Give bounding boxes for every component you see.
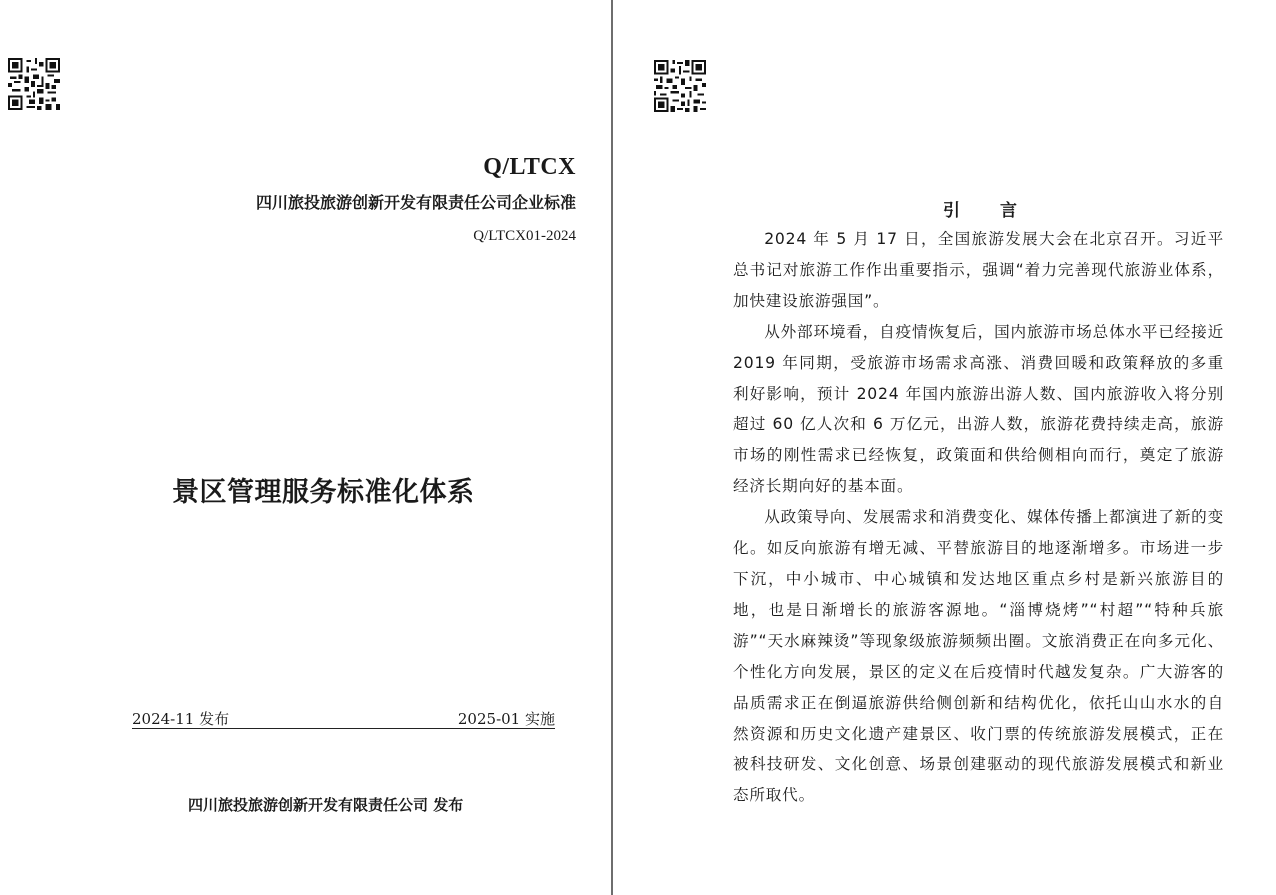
standard-code: Q/LTCX (483, 154, 576, 180)
right-page (613, 0, 1276, 895)
qr-code-icon (8, 58, 60, 110)
date-line (132, 708, 555, 729)
paragraph: 2024 年 5 月 17 日，全国旅游发展大会在北京召开。习近平总书记对旅游工作作出重要指示，强调“着力完善现代旅游业体系，加快建设旅游强国”。 (733, 230, 1224, 310)
document-title: 景区管理服务标准化体系 (172, 477, 475, 508)
publisher: 四川旅投旅游创新开发有限责任公司 发布 (188, 796, 464, 814)
document-number: Q/LTCX01-2024 (473, 228, 576, 244)
paragraph: 从外部环境看，自疫情恢复后，国内旅游市场总体水平已经接近 2019 年同期，受旅游市场需求高涨、消费回暖和政策释放的多重利好影响，预计 2024 年国内旅游出游人数、国内旅游收入将分别超过 60 亿人次和 6 万亿元，出游人数，旅游花费持续走高，旅游市场的刚性需求已经恢复，政策面和供给侧相向而行，奠定了旅游经济长期向好的基本面。 (733, 322, 1224, 496)
introduction-heading: 引言 (943, 201, 1057, 221)
left-page (0, 0, 611, 895)
qr-code-icon (654, 60, 706, 112)
company-standard-label: 四川旅投旅游创新开发有限责任公司企业标准 (255, 193, 576, 212)
introduction-body (733, 224, 1224, 811)
implement-date: 2025-01 实施 (457, 710, 555, 728)
publish-date: 2024-11 发布 (132, 710, 230, 728)
paragraph: 从政策导向、发展需求和消费变化、媒体传播上都演进了新的变化。如反向旅游有增无减、平替旅游目的地逐渐增多。市场进一步下沉，中小城市、中心城镇和发达地区重点乡村是新兴旅游目的地，也是日渐增长的旅游客源地。“淄博烧烤”“村超”“特种兵旅游”“天水麻辣烫”等现象级旅游频频出圈。文旅消费正在向多元化、个性化方向发展，景区的定义在后疫情时代越发复杂。广大游客的品质需求正在倒逼旅游供给侧创新和结构优化，依托山山水水的自然资源和历史文化遗产建景区、收门票的传统旅游发展模式，正在被科技研发、文化创意、场景创建驱动的现代旅游发展模式和新业态所取代。 (733, 508, 1224, 805)
